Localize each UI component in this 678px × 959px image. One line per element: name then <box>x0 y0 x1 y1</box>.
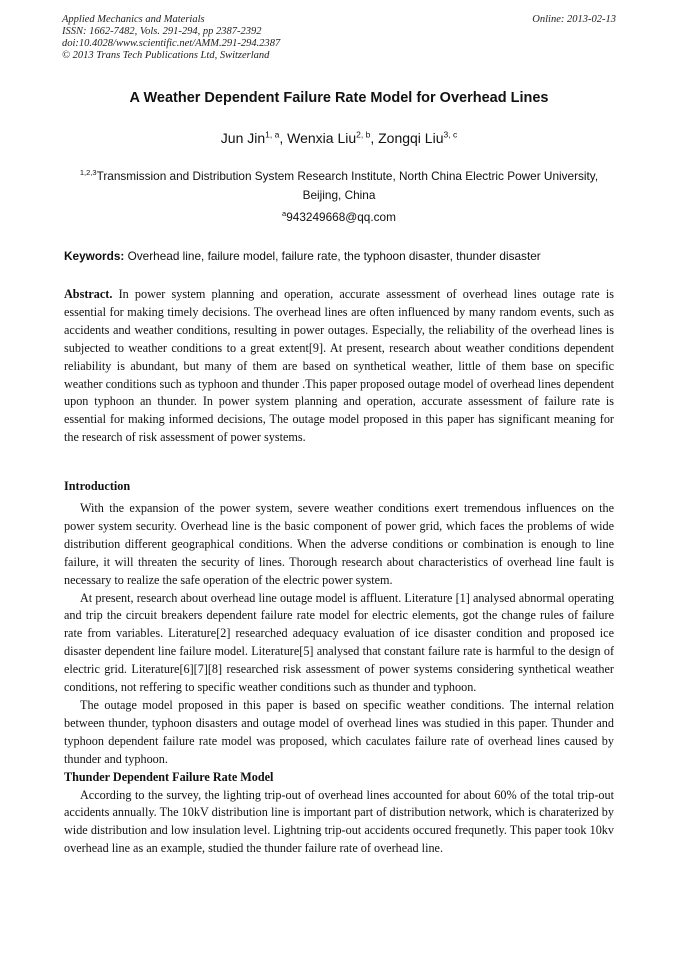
abstract-text: In power system planning and operation, accurate assessment of overhead lines outage rate is essential for making timely decisions. The overhead lines are often influenced by many random events, such as accidents and weather conditions, resulting in power outages. Especially, the reliability of the overhead lines is subjected to weather conditions to a great extent[9]. At present, research about weather conditions dependent reliability is abundant, but many of them are based on synthetical weather, little of them base on specific weather conditions such as typhoon and thunder .This paper proposed outage model of overhead lines dependent upon typhoon an thunder. In power system planning and operation, accurate assessment of failure rate is essential for making informed decisions, The outage model proposed in this paper has significant meaning for the research of risk assessment of power systems. <box>64 287 614 445</box>
email-address[interactable]: 943249668@qq.com <box>286 210 396 224</box>
keywords-label: Keywords: <box>64 249 125 263</box>
keywords <box>64 249 614 263</box>
author-separator: , <box>279 130 288 146</box>
abstract-label: Abstract. <box>64 287 113 301</box>
author-email <box>40 210 638 224</box>
affiliation-mark: 1,2,3 <box>79 168 97 178</box>
email-mark: a <box>282 209 287 219</box>
paragraph: According to the survey, the lighting trip-out of overhead lines accounted for about 60% of the total trip-out accidents annually. The 10kV distribution line is important part of distribution network, which is charaterized by wide distribution and low insulation level. Lightning trip-out accidents occured frequnetly. This paper took 10kv overhead line as an example, studied the thunder failure rate of overhead line. <box>64 787 614 856</box>
author-separator: , <box>370 130 379 146</box>
thunder-section-heading: Thunder Dependent Failure Rate Model <box>64 769 274 784</box>
paragraph: With the expansion of the power system, severe weather conditions exert tremendous influences on the power system security. Overhead line is the basic component of power grid, which faces the problems of wide distribution different geographical conditions. When the adverse conditions or combination is enough to line failure, it will threaten the security of lines. Thorough research about characteristics of overhead line fault is necessary to realize the safe operation of the electric power system. <box>64 501 614 587</box>
copyright-line: © 2013 Trans Tech Publications Ltd, Switzerland <box>62 50 270 61</box>
introduction-heading: Introduction <box>64 479 131 493</box>
affiliation-text: Transmission and Distribution System Research Institute, North China Electric Power University, Beijing, China <box>96 169 599 202</box>
introduction-section <box>64 500 614 858</box>
paper-title: A Weather Dependent Failure Rate Model for Overhead Lines <box>129 90 549 106</box>
author-name: Jun Jin <box>220 130 266 146</box>
author-name: Wenxia Liu <box>287 130 357 146</box>
affiliation <box>60 167 618 205</box>
author-name: Zongqi Liu <box>378 130 444 146</box>
keywords-text: Overhead line, failure model, failure rate, the typhoon disaster, thunder disaster <box>124 249 541 263</box>
journal-name: Applied Mechanics and Materials <box>62 14 205 25</box>
doi-line: doi:10.4028/www.scientific.net/AMM.291-294.2387 <box>62 38 281 49</box>
author-affiliation-mark: 3, c <box>443 129 458 140</box>
author-list <box>40 130 638 146</box>
author-affiliation-mark: 1, a <box>265 129 280 140</box>
abstract <box>64 286 614 447</box>
journal-header <box>62 14 280 62</box>
paragraph: The outage model proposed in this paper is based on specific weather conditions. The internal relation between thunder, typhoon disasters and outage model of overhead lines was studied in this paper. Thunder and typhoon dependent failure rate model was proposed, which caculates failure rate of overhead lines caused by thunder and typhoon. <box>64 697 614 766</box>
paragraph: At present, research about overhead line outage model is affluent. Literature [1] analysed abnormal operating and trip the circuit breakers dependent failure rate model for electric elements, got the change rules of failure rate from variables. Literature[2] researched adequacy evaluation of ice disaster condition and proposed ice disaster dependent line failure model. Literature[5] analysed that constant failure rate is harmful to the design of electric grid. Literature[6][7][8] researched risk assessment of power systems considering synthetical weather conditions, not reffering to specific weather conditions such as thunder and typhoon. <box>64 590 614 695</box>
author-affiliation-mark: 2, b <box>356 129 371 140</box>
issn-line: ISSN: 1662-7482, Vols. 291-294, pp 2387-2392 <box>62 26 262 37</box>
online-date: Online: 2013-02-13 <box>532 14 616 25</box>
